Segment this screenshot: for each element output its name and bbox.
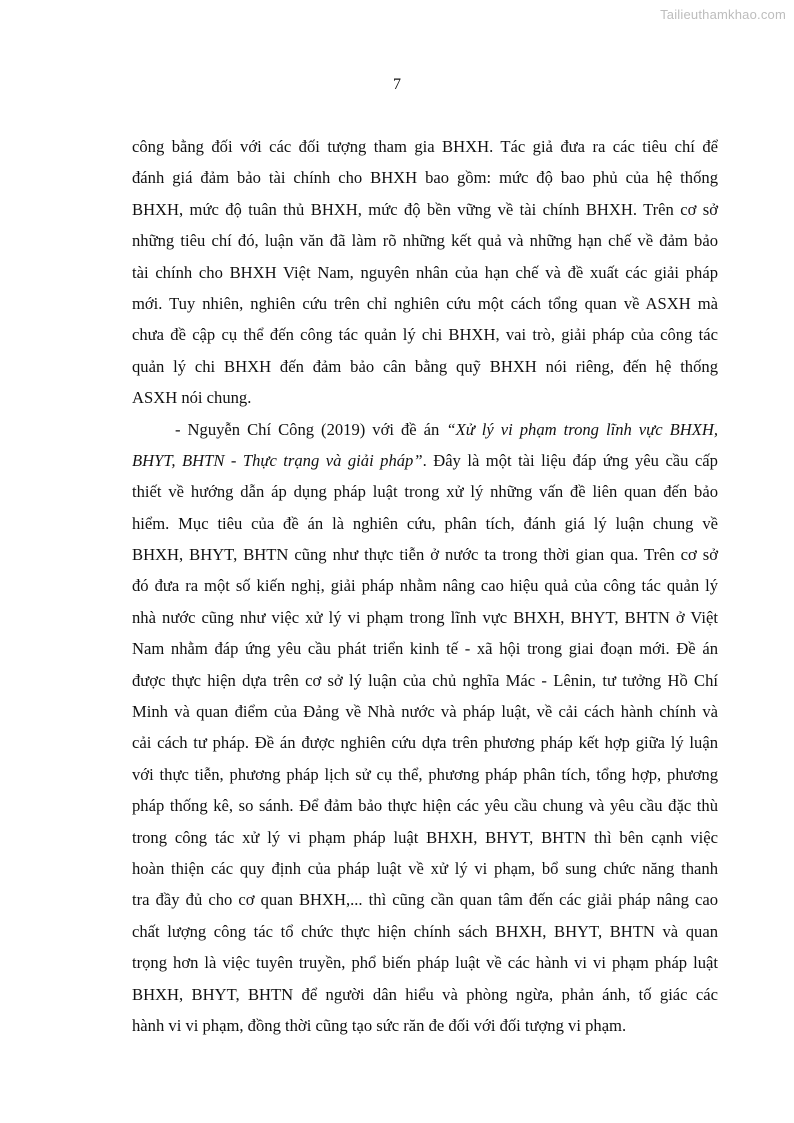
- text-line: trọng hơn là việc tuyên truyền, phổ biến pháp luật về các hành vi vi phạm pháp luật: [132, 953, 718, 973]
- text-line: nhà nước cũng như việc xử lý vi phạm trong lĩnh vực BHXH, BHYT, BHTN ở Việt: [132, 607, 718, 627]
- text-line: đó đưa ra một số kiến nghị, giải pháp nhằm nâng cao hiệu quả của công tác quản lý: [132, 576, 718, 596]
- page-number: 7: [393, 76, 401, 93]
- text-line: pháp thống kê, so sánh. Để đảm bảo thực hiện các yêu cầu chung và yêu cầu đặc thù: [132, 796, 718, 816]
- text-line: tra đầy đủ cho cơ quan BHXH,... thì cũng cần quan tâm đến các giải pháp nâng cao: [132, 890, 718, 910]
- text-line: hành vi vi phạm, đồng thời cũng tạo sức răn đe đối với đối tượng vi phạm.: [132, 1015, 627, 1035]
- text-line: Minh và quan điểm của Đảng về Nhà nước và pháp luật, về cải cách hành chính và: [132, 702, 718, 722]
- text-line: BHXH, BHYT, BHTN để người dân hiểu và phòng ngừa, phản ánh, tố giác các: [132, 984, 718, 1004]
- text-segment: . Đây là một tài liệu đáp ứng yêu cầu cấp: [422, 450, 718, 470]
- text-line: Nam nhằm đáp ứng yêu cầu phát triển kinh tế - xã hội trong giai đoạn mới. Đề án: [132, 639, 718, 659]
- paragraph-2: [132, 414, 718, 1042]
- text-line: mới. Tuy nhiên, nghiên cứu trên chỉ nghiên cứu một cách tổng quan về ASXH mà: [132, 293, 718, 313]
- text-segment: - Nguyễn Chí Công (2019) với đề án: [175, 419, 447, 439]
- text-line: chưa đề cập cụ thể đến công tác quản lý chi BHXH, vai trò, giải pháp của công tác: [132, 325, 718, 345]
- text-line: BHXH, mức độ tuân thủ BHXH, mức độ bền vững về tài chính BHXH. Trên cơ sở: [132, 199, 718, 219]
- text-line: hiểm. Mục tiêu của đề án là nghiên cứu, phân tích, đánh giá lý luận chung về: [132, 513, 718, 533]
- watermark-text: Tailieuthamkhao.com: [660, 7, 786, 22]
- text-line: quản lý chi BHXH đến đảm bảo cân bằng quỹ BHXH nói riêng, đến hệ thống: [132, 356, 718, 376]
- text-line: tài chính cho BHXH Việt Nam, nguyên nhân của hạn chế và đề xuất các giải pháp: [132, 262, 718, 282]
- text-line: cải cách tư pháp. Đề án được nghiên cứu dựa trên phương pháp kết hợp giữa lý luận: [132, 733, 718, 753]
- text-line: thiết về hướng dẫn áp dụng pháp luật trong xử lý những vấn đề liên quan đến bảo: [132, 482, 718, 502]
- text-line: đánh giá đảm bảo tài chính cho BHXH bao gồm: mức độ bao phủ của hệ thống: [132, 168, 718, 188]
- document-title-italic: “Xử lý vi phạm trong lĩnh vực BHXH,: [446, 419, 718, 439]
- text-line: công bằng đối với các đối tượng tham gia BHXH. Tác giả đưa ra các tiêu chí để: [132, 137, 718, 156]
- document-title-italic: BHYT, BHTN - Thực trạng và giải pháp”: [132, 450, 423, 470]
- text-line: những tiêu chí đó, luận văn đã làm rõ những kết quả và những hạn chế về đảm bảo: [132, 231, 718, 251]
- text-line: ASXH nói chung.: [132, 388, 252, 408]
- text-line: [132, 414, 718, 445]
- text-line: được thực hiện dựa trên cơ sở lý luận của chủ nghĩa Mác - Lênin, tư tưởng Hồ Chí: [132, 670, 718, 690]
- text-line: [132, 445, 718, 476]
- text-line: hoàn thiện các quy định của pháp luật về xử lý vi phạm, bổ sung chức năng thanh: [132, 858, 718, 878]
- document-body: [132, 131, 718, 1041]
- text-line: chất lượng công tác tổ chức thực hiện chính sách BHXH, BHYT, BHTN và quan: [132, 921, 718, 941]
- text-line: trong công tác xử lý vi phạm pháp luật BHXH, BHYT, BHTN thì bên cạnh việc: [132, 827, 718, 847]
- text-line: BHXH, BHYT, BHTN cũng như thực tiễn ở nước ta trong thời gian qua. Trên cơ sở: [132, 545, 718, 565]
- text-line: với thực tiễn, phương pháp lịch sử cụ thể, phương pháp phân tích, tổng hợp, phương: [132, 764, 718, 784]
- paragraph-1: [132, 131, 718, 414]
